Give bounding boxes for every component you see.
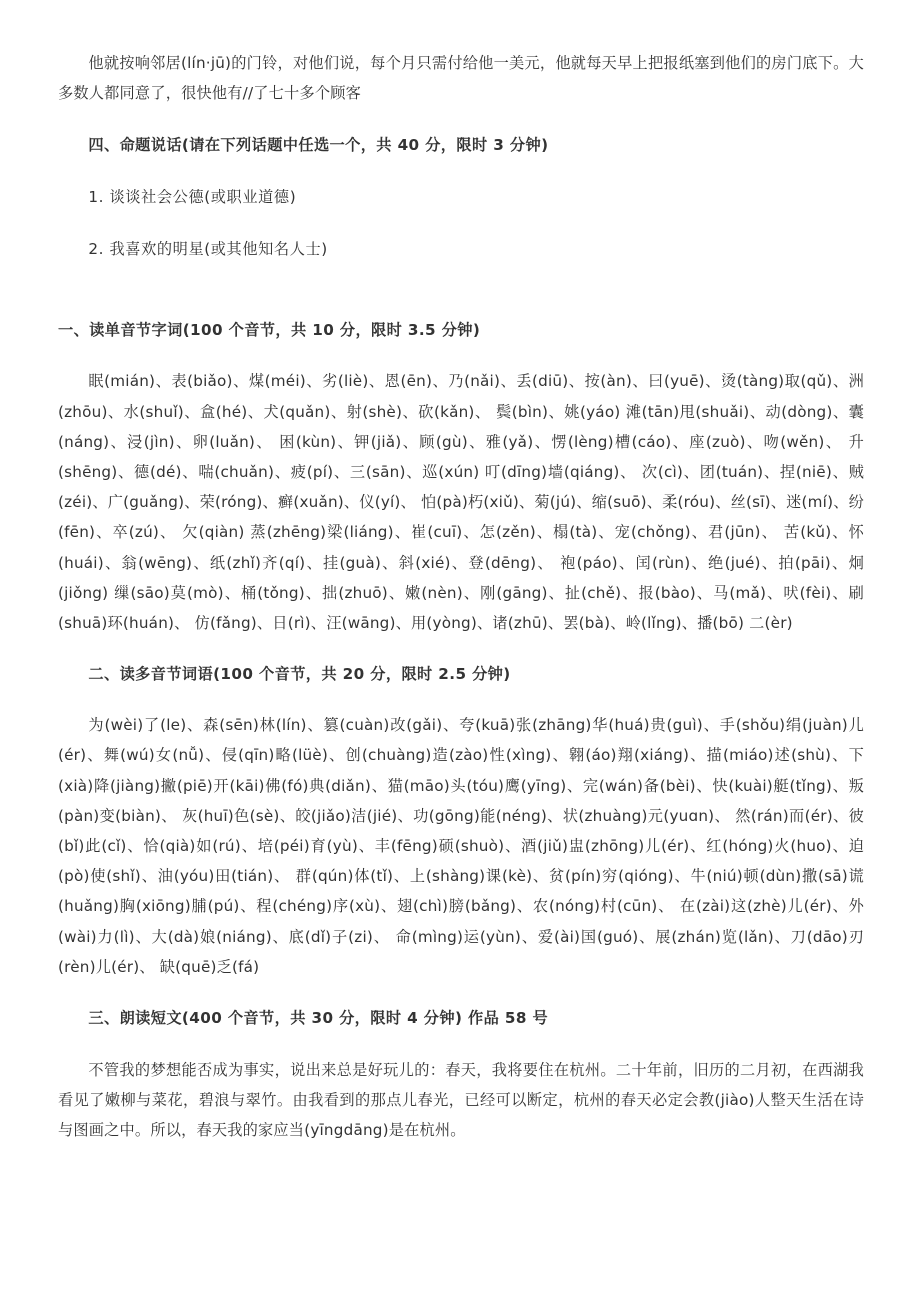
intro-paragraph: 他就按响邻居(lín·jū)的门铃，对他们说，每个月只需付给他一美元，他就每天早上把报纸塞到他们的房门底下。大多数人都同意了，很快他有//了七十多个顾客	[58, 54, 864, 103]
topic-section-heading: 四、命题说话(请在下列话题中任选一个，共 40 分，限时 3 分钟)	[88, 136, 549, 155]
section1-text: 眠(mián)、表(biǎo)、煤(méi)、劣(liè)、恩(ēn)、乃(nǎi)、丢(diū)、按(àn)、曰(yuē)、烫(tàng)取(qǔ)、洲(zhōu)、水(shuǐ)、盒(hé)、犬(quǎn)、射(shè)、砍(kǎn)、 鬓(bìn)、姚(yáo) 滩(tān)甩(shuǎi)、动(dòng)、囊(náng)、浸(jìn)、卵(luǎn)、 困(kùn)、钾(jiǎ)、顾(gù)、雅(yǎ)、愣(lèng)槽(cáo)、座(zuò)、吻(wěn)、 升(shēng)、德(dé)、喘(chuǎn)、疲(pí)、三(sān)、巡(xún) 叮(dīng)墙(qiáng)、 次(cì)、团(tuán)、捏(niē)、贼(zéi)、广(guǎng)、荣(róng)、癣(xuǎn)、仪(yí)、 怕(pà)朽(xiǔ)、菊(jú)、缩(suō)、柔(róu)、丝(sī)、迷(mí)、纷(fēn)、卒(zú)、 欠(qiàn) 蒸(zhēng)梁(liáng)、崔(cuī)、怎(zěn)、榻(tà)、宠(chǒng)、君(jūn)、 苦(kǔ)、怀(huái)、翁(wēng)、纸(zhǐ)齐(qí)、挂(guà)、斜(xié)、登(dēng)、 袍(páo)、闰(rùn)、绝(jué)、拍(pāi)、炯(jiǒng) 缫(sāo)莫(mò)、桶(tǒng)、拙(zhuō)、嫩(nèn)、刚(gāng)、扯(chě)、报(bào)、马(mǎ)、吠(fèi)、刷(shuā)环(huán)、 仿(fǎng)、日(rì)、汪(wāng)、用(yòng)、诸(zhū)、罢(bà)、岭(lǐng)、播(bō) 二(èr)	[58, 372, 864, 633]
section2-heading: 二、读多音节词语(100 个音节，共 20 分，限时 2.5 分钟)	[88, 665, 511, 684]
section3-heading: 三、朗读短文(400 个音节，共 30 分，限时 4 分钟) 作品 58 号	[88, 1009, 549, 1028]
topic-item-2: 2. 我喜欢的明星(或其他知名人士)	[88, 240, 328, 259]
section2-text: 为(wèi)了(le)、森(sēn)林(lín)、篡(cuàn)改(gǎi)、夸(kuā)张(zhāng)华(huá)贵(guì)、手(shǒu)绢(juàn)儿(ér)、舞(wú)女(nǚ)、侵(qīn)略(lüè)、创(chuàng)造(zào)性(xìng)、翱(áo)翔(xiáng)、描(miáo)述(shù)、下(xià)降(jiàng)撇(piē)开(kāi)佛(fó)典(diǎn)、猫(māo)头(tóu)鹰(yīng)、完(wán)备(bèi)、快(kuài)艇(tǐng)、叛(pàn)变(biàn)、 灰(huī)色(sè)、皎(jiǎo)洁(jié)、功(gōng)能(néng)、状(zhuàng)元(yuɑn)、 然(rán)而(ér)、彼(bǐ)此(cǐ)、恰(qià)如(rú)、培(péi)育(yù)、丰(fēng)硕(shuò)、酒(jiǔ)盅(zhōng)儿(ér)、红(hóng)火(huo)、迫(pò)使(shǐ)、油(yóu)田(tián)、 群(qún)体(tǐ)、上(shàng)课(kè)、贫(pín)穷(qióng)、牛(niú)顿(dùn)撒(sā)谎(huǎng)胸(xiōng)脯(pú)、程(chéng)序(xù)、翅(chì)膀(bǎng)、农(nóng)村(cūn)、 在(zài)这(zhè)儿(ér)、外(wài)力(lì)、大(dà)娘(niáng)、底(dǐ)子(zi)、 命(mìng)运(yùn)、爱(ài)国(guó)、展(zhán)览(lǎn)、刀(dāo)刃(rèn)儿(ér)、 缺(quē)乏(fá)	[58, 716, 864, 976]
document-page	[58, 48, 864, 1146]
section1-heading: 一、读单音节字词(100 个音节，共 10 分，限时 3.5 分钟)	[58, 321, 481, 340]
section3-text: 不管我的梦想能否成为事实，说出来总是好玩儿的：春天，我将要住在杭州。二十年前，旧历的二月初，在西湖我看见了嫩柳与菜花，碧浪与翠竹。由我看到的那点儿春光，已经可以断定，杭州的春天必定会教(jiào)人整天生活在诗与图画之中。所以，春天我的家应当(yīngdāng)是在杭州。	[58, 1061, 864, 1140]
topic-item-1: 1. 谈谈社会公德(或职业道德)	[88, 188, 297, 207]
